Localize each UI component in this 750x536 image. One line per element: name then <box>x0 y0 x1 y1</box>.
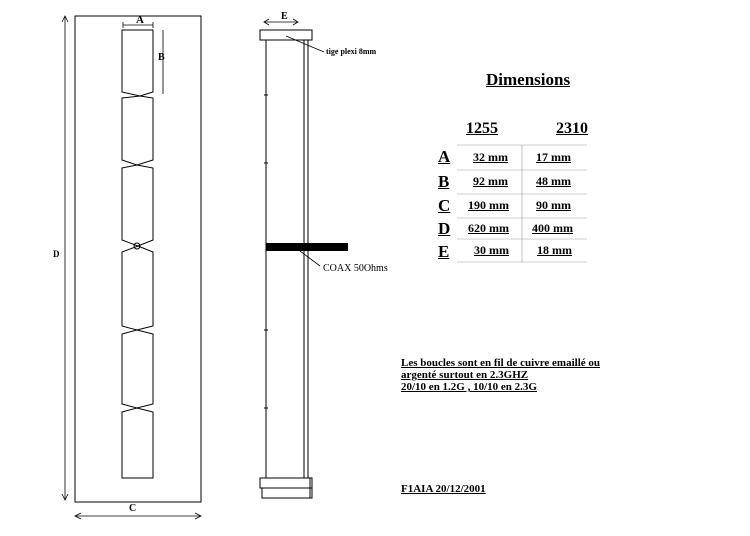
dim-C <box>75 513 201 519</box>
col-header-2310: 2310 <box>556 120 588 137</box>
cell-2310: 400 mm <box>532 221 573 235</box>
coax-bar <box>266 243 348 251</box>
cell-2310: 48 mm <box>536 174 571 188</box>
dim-D <box>62 16 68 500</box>
cell-2310: 18 mm <box>537 243 572 257</box>
label-tige: tige plexi 8mm <box>326 47 377 56</box>
label-C: C <box>129 503 137 514</box>
cell-1255: 32 mm <box>473 150 508 164</box>
label-A: A <box>136 14 144 26</box>
board-outline <box>75 16 201 502</box>
side-view <box>260 30 312 498</box>
cell-2310: 90 mm <box>536 198 571 212</box>
loop-elements <box>122 30 153 478</box>
cell-2310: 17 mm <box>536 150 571 164</box>
row-label: E <box>438 242 450 261</box>
label-coax: COAX 50Ohms <box>323 263 388 274</box>
label-D: D <box>53 249 60 259</box>
table-title: Dimensions <box>486 70 571 89</box>
row-label: C <box>438 196 451 215</box>
signature: F1AIA 20/12/2001 <box>401 483 486 495</box>
cell-1255: 190 mm <box>468 198 509 212</box>
row-label: B <box>438 172 450 191</box>
coax-leader <box>300 251 320 266</box>
cell-1255: 92 mm <box>473 174 508 188</box>
note-line: Les boucles sont en fil de cuivre emaillé ou <box>401 357 601 369</box>
label-B: B <box>158 52 165 63</box>
tige-leader <box>286 36 324 52</box>
row-label: A <box>438 147 451 166</box>
cell-1255: 620 mm <box>468 221 509 235</box>
col-header-1255: 1255 <box>466 120 498 137</box>
label-E: E <box>281 11 288 22</box>
row-label: D <box>438 219 451 238</box>
note-line: argenté surtout en 2.3GHZ <box>401 369 529 381</box>
note-line: 20/10 en 1.2G , 10/10 en 2.3G <box>401 381 537 393</box>
cell-1255: 30 mm <box>474 243 509 257</box>
